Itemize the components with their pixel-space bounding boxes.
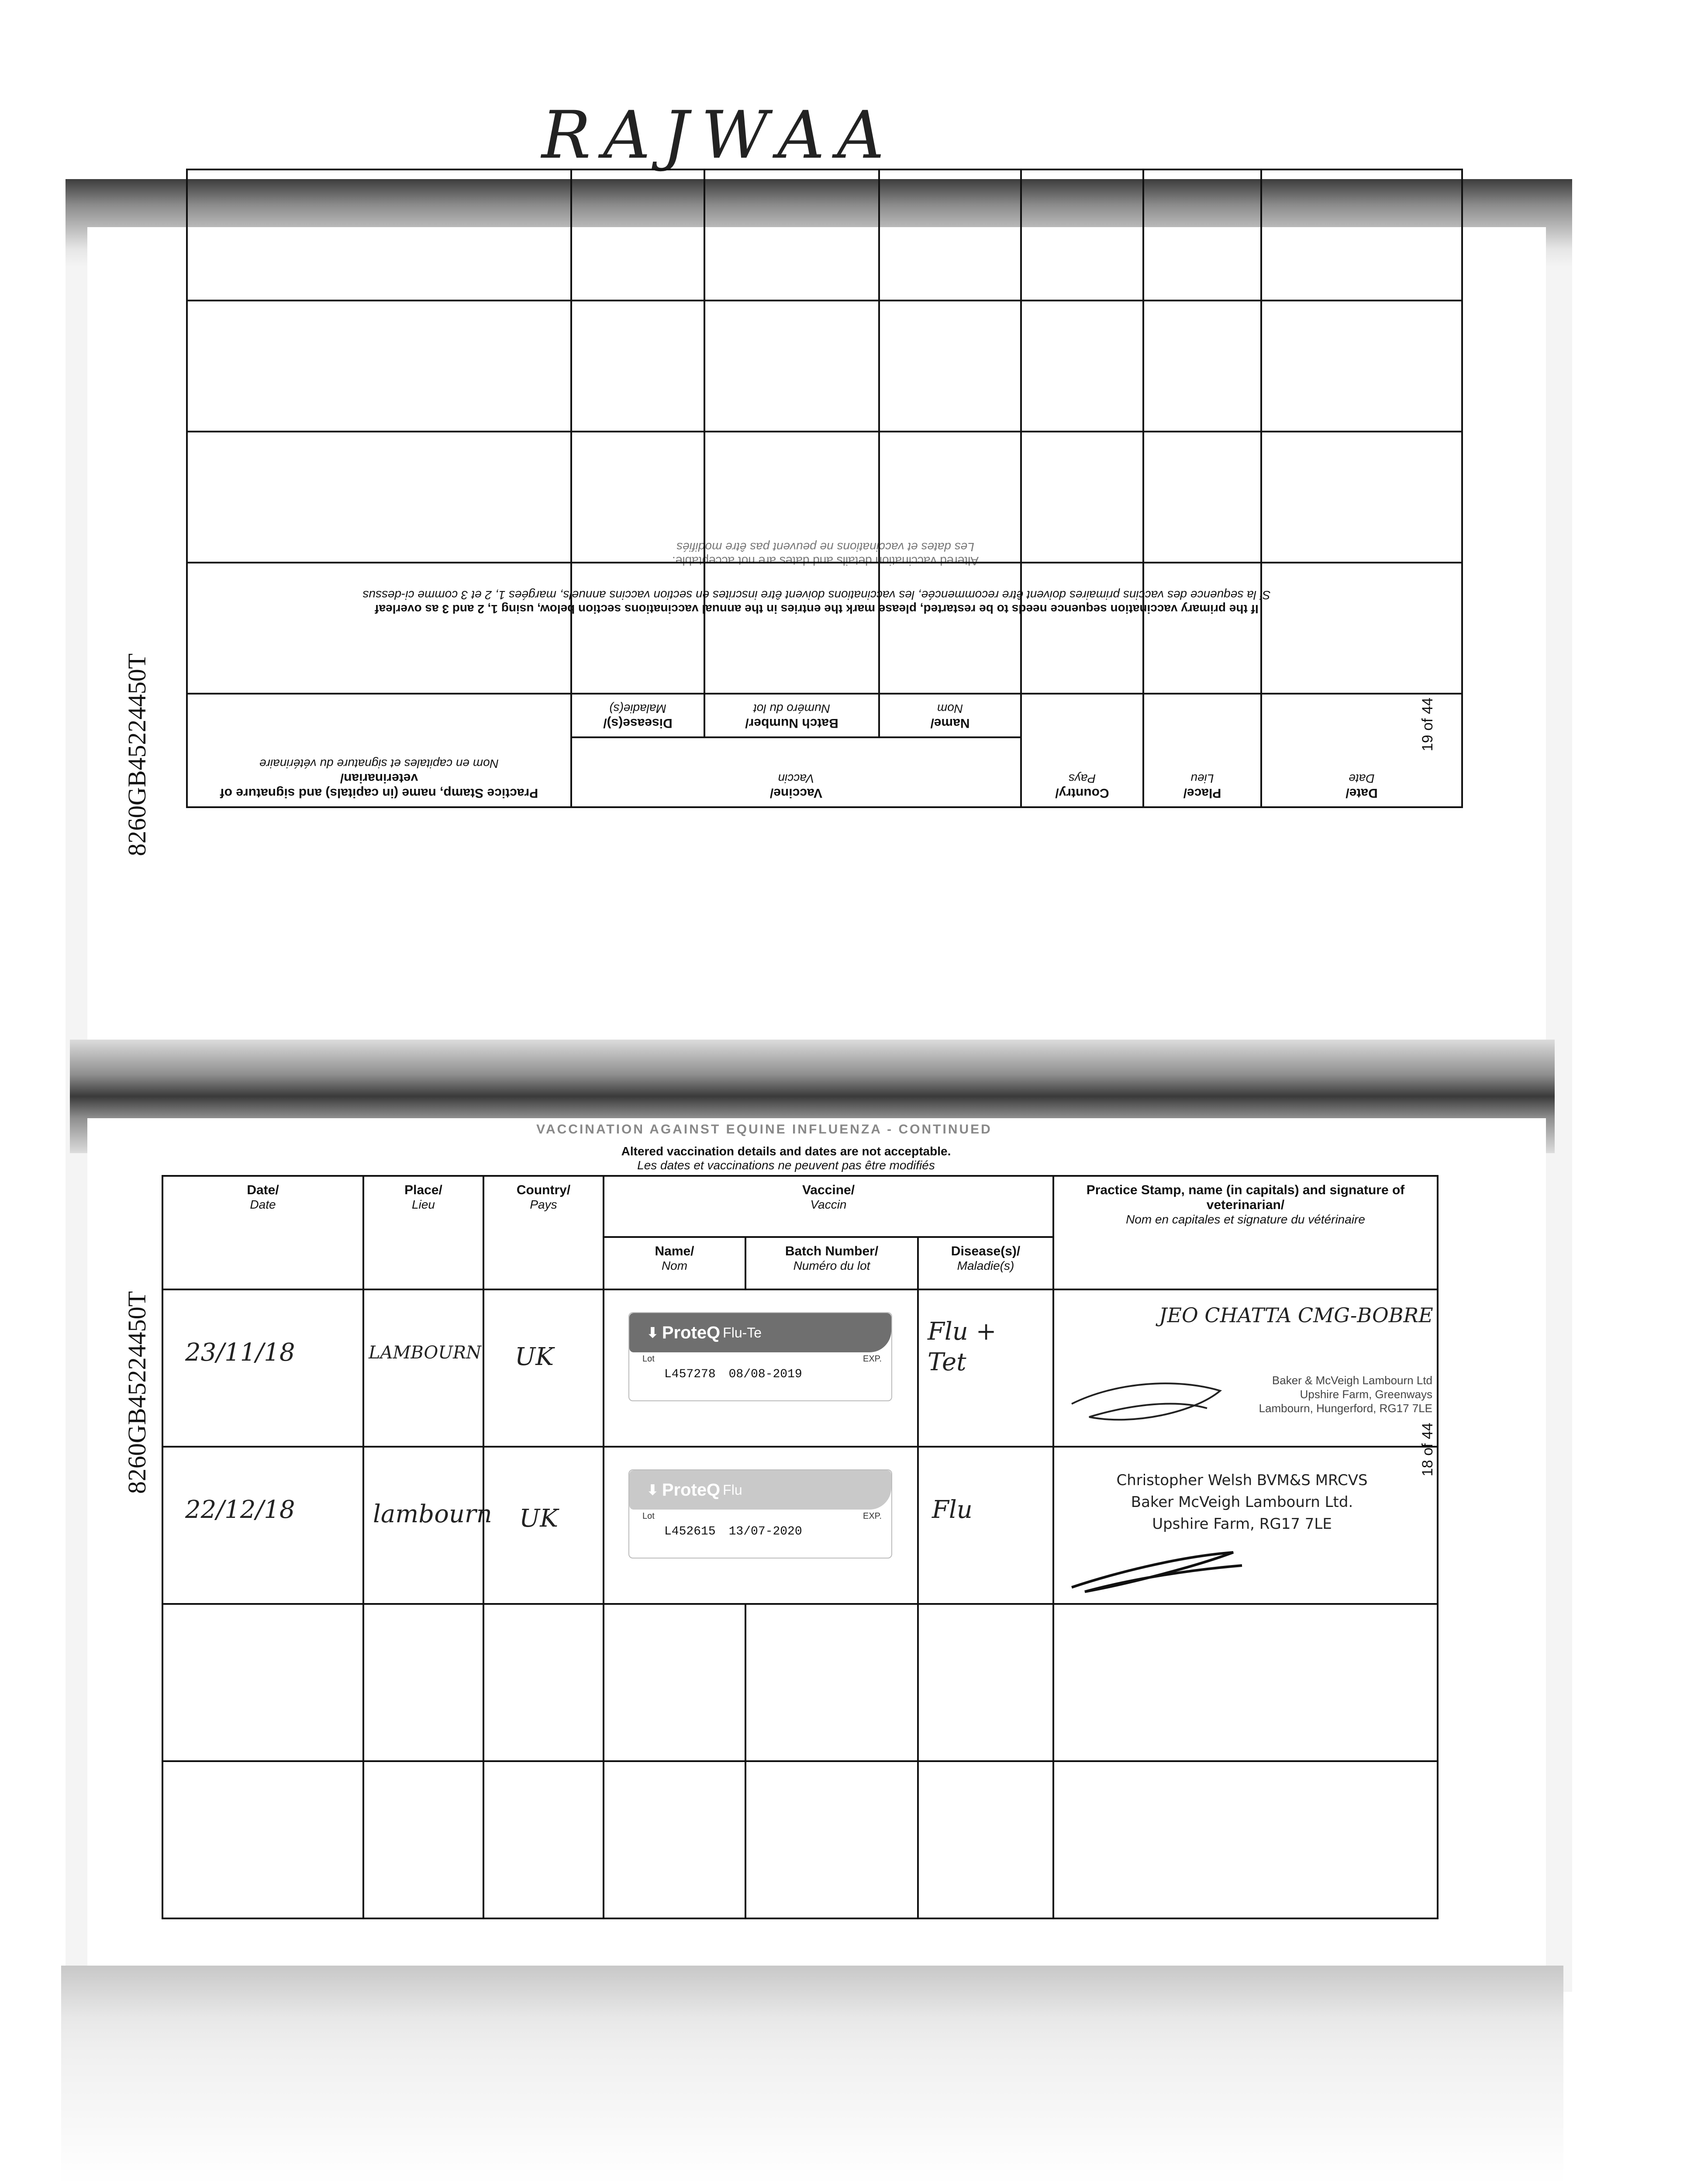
instruction-en: If the primary vaccination sequence needs to be restarted, please mark the entries in the annual vaccinations section below, using 1, 2 and 3 as overleaf (375, 602, 1259, 616)
entry-date: 22/12/18 (185, 1496, 295, 1524)
col-place: Place/ Lieu (1143, 694, 1261, 807)
passport-number-left: 8260GB45224450T (123, 653, 151, 856)
lot-number: L452615 (664, 1525, 716, 1538)
practice-stamp: Baker & McVeigh Lambourn Ltd Upshire Farm, Greenways Lambourn, Hungerford, RG17 7LE (1259, 1374, 1433, 1415)
col-vaccine: Vaccine/ Vaccin (604, 1176, 1053, 1237)
sticker-product: Flu-Te (723, 1324, 762, 1341)
notice-line1: Altered vaccination details and dates are not acceptable. (621, 1144, 951, 1158)
practice-stamp: Christopher Welsh BVM&S MRCVS Baker McVeigh Lambourn Ltd. Upshire Farm, RG17 7LE (1116, 1472, 1368, 1533)
col-practice-stamp: Practice Stamp, name (in capitals) and signature of veterinarian/ Nom en capitales et signature du vétérinaire (1053, 1176, 1438, 1289)
col-date: Date/ Date (1261, 694, 1462, 807)
lot-label: Lot (642, 1354, 655, 1364)
page-number-18: 18 of 44 (1419, 1423, 1436, 1476)
col-country: Country/ Pays (483, 1176, 604, 1289)
empty-row (187, 169, 1462, 301)
notice-line1: Altered vaccination details and dates are not acceptable. (672, 554, 979, 568)
col-place: Place/ Lieu (363, 1176, 483, 1289)
vaccination-table-page-19 (186, 169, 1463, 808)
vaccination-entry-2 (162, 1447, 1438, 1604)
col-batch: Batch Number/ Numéro du lot (704, 694, 879, 737)
instruction-fr: Si la sequence des vaccins primaires doivent être recommencée, les vaccinations doivent être inscrites en section vaccins annuels, margées 1, 2 et 3 comme ci-dessus (362, 588, 1271, 602)
empty-row (162, 1761, 1438, 1918)
col-vaccine: Vaccine/ Vaccin (571, 737, 1021, 807)
col-date: Date/ Date (162, 1176, 363, 1289)
expiry-date: 13/07-2020 (728, 1525, 802, 1538)
col-name: Name/ Nom (604, 1237, 745, 1289)
col-disease: Disease(s)/ Maladie(s) (571, 694, 704, 737)
arrow-down-icon: ⬇ (647, 1325, 659, 1341)
passport-page-18 (87, 1118, 1546, 1970)
entry-place: LAMBOURN (369, 1343, 482, 1363)
vet-signature (1063, 1365, 1238, 1434)
exp-label: EXP. (863, 1354, 882, 1364)
col-disease: Disease(s)/ Maladie(s) (918, 1237, 1053, 1289)
vaccination-table-page-18 (162, 1175, 1439, 1919)
section-heading: VACCINATION AGAINST EQUINE INFLUENZA - CONTINUED (536, 1122, 992, 1137)
sticker-product: Flu (723, 1482, 742, 1498)
vaccine-sticker (628, 1312, 892, 1401)
page-number-19: 19 of 44 (1419, 698, 1436, 751)
vaccine-sticker (628, 1469, 892, 1559)
expiry-date: 08/08-2019 (728, 1368, 802, 1381)
notice-line2: Les dates et vaccinations ne peuvent pas être modifiés (637, 1158, 935, 1172)
entry-country: UK (515, 1343, 554, 1371)
empty-row (187, 563, 1462, 694)
upside-down-content (87, 227, 1546, 1066)
exp-label: EXP. (863, 1511, 882, 1521)
sticker-brand: ProteQ (662, 1480, 721, 1500)
passport-page-19 (87, 227, 1546, 1066)
handwritten-horse-name: RAJWAA (542, 97, 897, 173)
col-batch: Batch Number/ Numéro du lot (745, 1237, 918, 1289)
col-name: Name/ Nom (879, 694, 1021, 737)
entry-disease: Flu (932, 1496, 973, 1524)
empty-row (162, 1604, 1438, 1761)
col-country: Country/ Pays (1021, 694, 1143, 807)
bottom-page-notice (480, 1144, 1092, 1172)
vet-signature (1067, 1548, 1251, 1600)
entry-country: UK (519, 1504, 559, 1533)
sticker-brand: ProteQ (662, 1323, 721, 1342)
entry-date: 23/11/18 (185, 1338, 295, 1367)
scan-bottom-shadow (61, 1966, 1563, 2184)
arrow-down-icon: ⬇ (647, 1482, 659, 1498)
notice-line2: Les dates et vaccinations ne peuvent pas être modifiés (676, 540, 974, 554)
empty-row (187, 432, 1462, 563)
vaccination-entry-1 (162, 1289, 1438, 1447)
vet-name-handwritten: JEO CHATTA CMG-BOBRE (1159, 1303, 1433, 1327)
empty-row (187, 301, 1462, 432)
passport-number-right: 8260GB45224450T (123, 1291, 151, 1494)
entry-place: lambourn (373, 1500, 492, 1528)
col-practice-stamp: Practice Stamp, name (in capitals) and signature of veterinarian/ Nom en capitales et signature du vétérinaire (187, 694, 571, 807)
lot-label: Lot (642, 1511, 655, 1521)
entry-disease: Flu + Tet (928, 1317, 997, 1376)
lot-number: L457278 (664, 1368, 716, 1381)
